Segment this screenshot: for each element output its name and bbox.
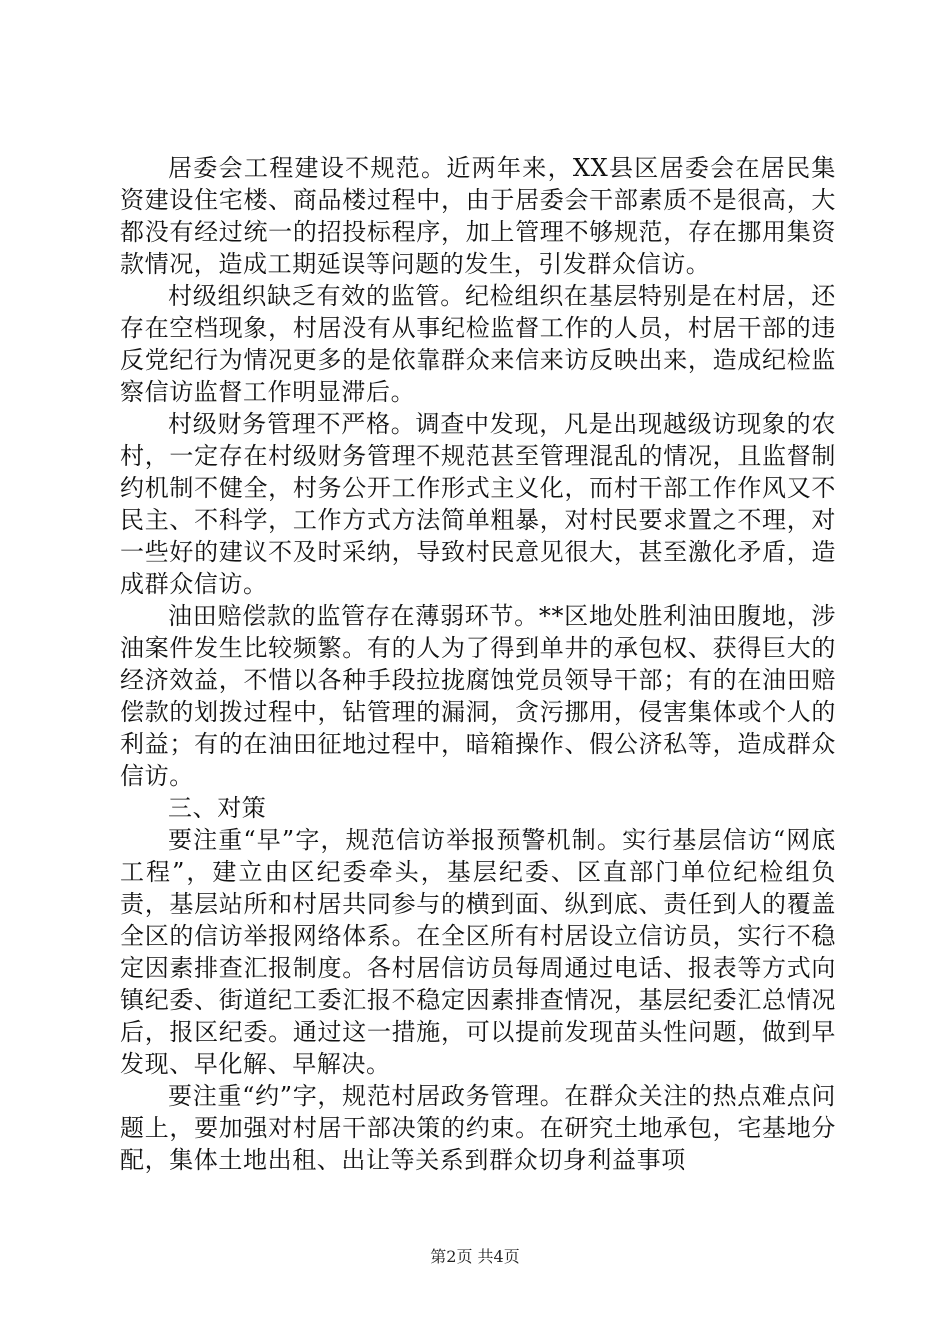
paragraph-constraint: 要注重“约”字，规范村居政务管理。在群众关注的热点难点问题上，要加强对村居干部决策的约束。在研究土地承包，宅基地分配，集体土地出租、出让等关系到群众切身利益事项 [120,1082,836,1174]
paragraph-early-warning: 要注重“早”字，规范信访举报预警机制。实行基层信访“网底工程”，建立由区纪委牵头，基层纪委、区直部门单位纪检组负责，基层站所和村居共同参与的横到面、纵到底、责任到人的覆盖全区的信访举报网络体系。在全区所有村居设立信访员，实行不稳定因素排查汇报制度。各村居信访员每周通过电话、报表等方式向镇纪委、街道纪工委汇报不稳定因素排查情况，基层纪委汇总情况后，报区纪委。通过这一措施，可以提前发现苗头性问题，做到早发现、早化解、早解决。 [120,826,836,1078]
paragraph-village-supervision: 村级组织缺乏有效的监管。纪检组织在基层特别是在村居，还存在空档现象，村居没有从事纪检监督工作的人员，村居干部的违反党纪行为情况更多的是依靠群众来信来访反映出来，造成纪检监察信访监督工作明显滞后。 [120,282,836,406]
paragraph-village-finance: 村级财务管理不严格。调查中发现，凡是出现越级访现象的农村，一定存在村级财务管理不规范甚至管理混乱的情况，且监督制约机制不健全，村务公开工作形式主义化，而村干部工作作风又不民主、不科学，工作方式方法简单粗暴，对村民要求置之不理，对一些好的建议不及时采纳，导致村民意见很大，甚至激化矛盾，造成群众信访。 [120,410,836,598]
paragraph-oilfield-compensation: 油田赔偿款的监管存在薄弱环节。**区地处胜利油田腹地，涉油案件发生比较频繁。有的人为了得到单井的承包权、获得巨大的经济效益，不惜以各种手段拉拢腐蚀党员领导干部；有的在油田赔偿款的划拨过程中，钻管理的漏洞，贪污挪用，侵害集体或个人的利益；有的在油田征地过程中，暗箱操作、假公济私等，造成群众信访。 [120,602,836,790]
page-footer [0,1244,950,1267]
section-heading-countermeasures: 三、对策 [168,794,267,822]
page-number-label: 第2页 共4页 [430,1247,520,1266]
document-body [120,152,836,1176]
paragraph-project-construction: 居委会工程建设不规范。近两年来，XX县区居委会在居民集资建设住宅楼、商品楼过程中，由于居委会干部素质不是很高，大都没有经过统一的招投标程序，加上管理不够规范，存在挪用集资款情况，造成工期延误等问题的发生，引发群众信访。 [120,154,836,278]
